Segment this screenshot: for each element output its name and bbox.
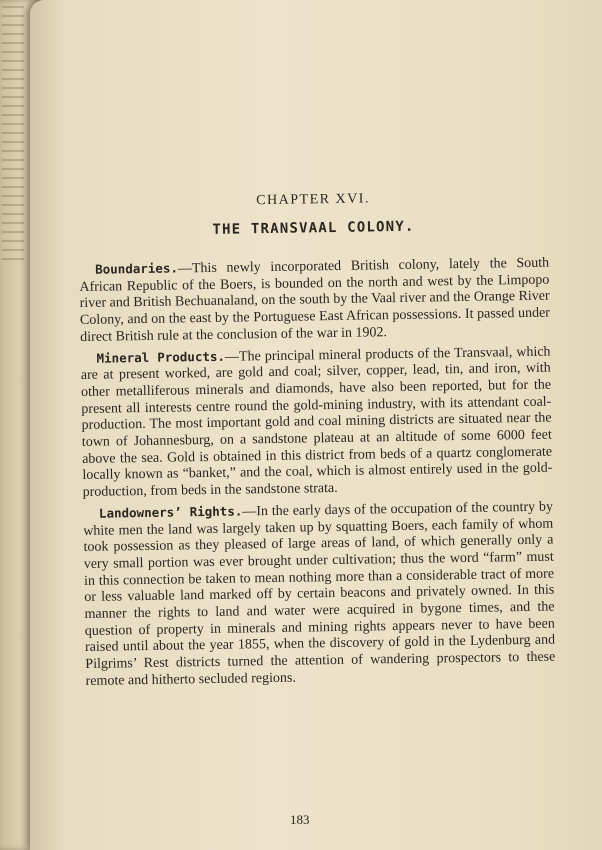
section-mineral-products — [80, 343, 552, 502]
section-landowners-rights — [83, 498, 556, 690]
section-heading: Boundaries. — [95, 260, 179, 277]
chapter-title: THE TRANSVAAL COLONY. — [212, 218, 415, 238]
section-heading: Mineral Products. — [96, 348, 226, 366]
section-body: —In the early days of the occupation of the country by white men the land was largely taken up by squatting Boers, each family of whom took possession as they pleased of large areas of land, of which generally only a very small portion was ever brought under cultivation; thus the word “farm” must in this connection be taken to mean nothing more than a considerable tract of more or less valuable land marked off by certain beacons and privately owned. In this manner the rights to land and water were acquired in bygone times, and the question of property in minerals and mining rights appears never to have been raised until about the year 1855, when the discovery of gold in the Lydenburg and Pilgrims’ Rest districts turned the attention of wandering prospectors to these remote and hitherto secluded regions. — [83, 499, 556, 689]
section-body: —This newly incorporated British colony, lately the South African Republic of the Boers, is bounded on the north and west by the Limpopo river and British Bechuanaland, on the south by the Vaal river and the Orange River Colony, and on the east by the Portuguese East African possessions. It passed under direct British rule at the conclusion of the war in 1902. — [79, 255, 551, 345]
previous-page-text-fragment — [2, 6, 24, 266]
section-boundaries — [79, 255, 550, 347]
book-page — [30, 0, 602, 850]
page-number: 183 — [290, 812, 310, 827]
page-text-block — [78, 189, 556, 695]
section-body: —The principal mineral products of the Transvaal, which are at present worked, are gold and coal; silver, copper, lead, tin, and iron, with other metalliferous minerals and diamonds, have also been reported, but for the present all interests centre round the gold-mining industry, with its attendant coal-production. The most important gold and coal mining districts are situated near the town of Johannesburg, on a sandstone plateau at an altitude of some 6000 feet above the sea. Gold is obtained in this district from beds of a quartz conglomerate locally known as “banket,” and the coal, which is almost entirely used in the gold-production, from beds in the sandstone strata. — [80, 344, 553, 501]
chapter-label: CHAPTER XVI. — [256, 191, 371, 209]
section-heading: Landowners’ Rights. — [98, 503, 243, 521]
